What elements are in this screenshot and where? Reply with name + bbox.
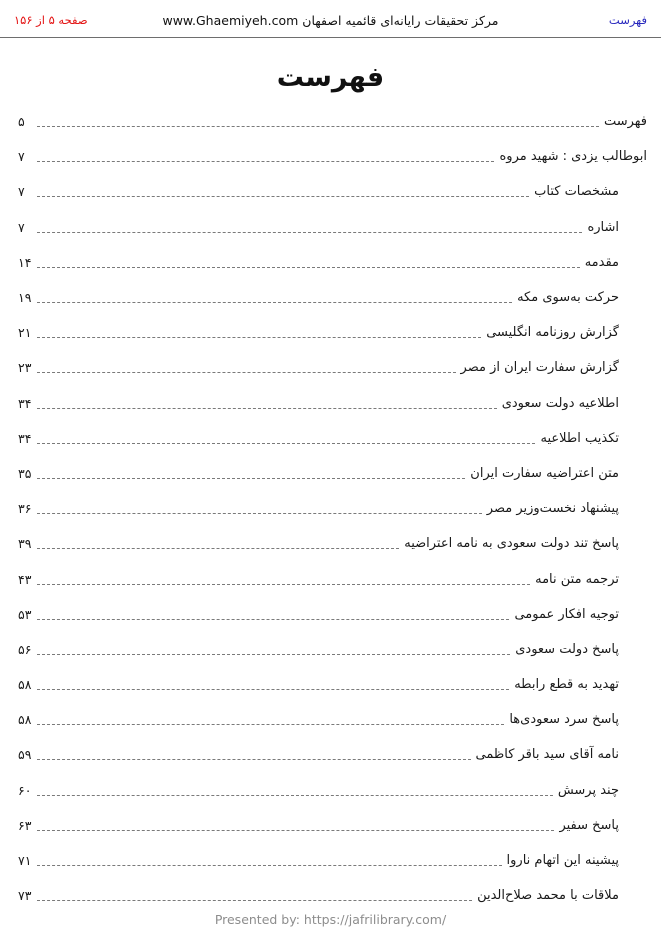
dotted-leader bbox=[37, 513, 482, 514]
dotted-leader bbox=[37, 689, 509, 690]
toc-entry-page-number: ۷ bbox=[18, 149, 25, 165]
toc-entry[interactable] bbox=[18, 597, 647, 632]
toc-entry-label: مشخصات کتاب bbox=[534, 184, 619, 200]
toc-entry-page-number: ۶۳ bbox=[18, 817, 32, 833]
page-header bbox=[0, 0, 661, 38]
toc-entry[interactable] bbox=[18, 808, 647, 843]
toc-entry-page-number: ۲۳ bbox=[18, 360, 32, 376]
toc-entry-label: تهدید به قطع رابطه bbox=[514, 677, 619, 693]
dotted-leader bbox=[37, 302, 512, 303]
toc-entry-page-number: ۷۱ bbox=[18, 853, 32, 869]
toc-entry-page-number: ۳۵ bbox=[18, 465, 32, 481]
toc-entry-label: پاسخ دولت سعودی bbox=[515, 641, 619, 657]
toc-entry[interactable] bbox=[18, 843, 647, 878]
dotted-leader bbox=[37, 900, 472, 901]
toc-entry-page-number: ۴۳ bbox=[18, 571, 32, 587]
toc-entry[interactable] bbox=[18, 491, 647, 526]
toc-entry-page-number: ۲۱ bbox=[18, 325, 32, 341]
toc-entry-page-number: ۱۴ bbox=[18, 254, 32, 270]
toc-entry-page-number: ۵ bbox=[18, 114, 25, 130]
dotted-leader bbox=[37, 865, 502, 866]
toc-entry[interactable] bbox=[18, 773, 647, 808]
toc-entry[interactable] bbox=[18, 632, 647, 667]
toc-entry-page-number: ۳۴ bbox=[18, 395, 32, 411]
footer-credit-link[interactable]: Presented by: https://jafrilibrary.com/ bbox=[214, 912, 447, 927]
toc-entry[interactable] bbox=[18, 210, 647, 245]
toc-entry[interactable] bbox=[18, 139, 647, 174]
header-website-url: www.Ghaemiyeh.com bbox=[162, 13, 299, 28]
page-title: فهرست bbox=[276, 62, 385, 93]
dotted-leader bbox=[37, 759, 471, 760]
toc-entry-page-number: ۳۶ bbox=[18, 501, 32, 517]
toc-entry-page-number: ۵۶ bbox=[18, 641, 32, 657]
toc-entry-page-number: ۷۳ bbox=[18, 888, 32, 904]
page-indicator: صفحه ۵ از ۱۵۶ bbox=[14, 13, 88, 27]
dotted-leader bbox=[37, 619, 509, 620]
section-link[interactable]: فهرست bbox=[608, 13, 647, 27]
toc-entry-page-number: ۶۰ bbox=[18, 782, 32, 798]
dotted-leader bbox=[37, 337, 481, 338]
toc-entry-label: ابوطالب یزدی : شهید مروه bbox=[499, 149, 647, 165]
dotted-leader bbox=[37, 795, 553, 796]
toc-entry-page-number: ۱۹ bbox=[18, 290, 32, 306]
toc-entry[interactable] bbox=[18, 561, 647, 596]
toc-entry-label: توجیه افکار عمومی bbox=[514, 606, 619, 622]
toc-entry[interactable] bbox=[18, 315, 647, 350]
toc-entry-label: فهرست bbox=[603, 114, 647, 130]
toc-entry[interactable] bbox=[18, 245, 647, 280]
header-center bbox=[162, 13, 498, 28]
toc-entry[interactable] bbox=[18, 737, 647, 772]
toc-entry-label: پاسخ سفیر bbox=[559, 817, 619, 833]
toc-entry-page-number: ۳۹ bbox=[18, 536, 32, 552]
toc-entry-page-number: ۵۹ bbox=[18, 747, 32, 763]
table-of-contents bbox=[0, 99, 661, 913]
toc-entry[interactable] bbox=[18, 456, 647, 491]
toc-entry[interactable] bbox=[18, 526, 647, 561]
dotted-leader bbox=[37, 724, 504, 725]
toc-entry[interactable] bbox=[18, 667, 647, 702]
toc-entry[interactable] bbox=[18, 386, 647, 421]
toc-entry-label: پاسخ سرد سعودی‌ها bbox=[509, 712, 619, 728]
toc-entry-label: گزارش روزنامه انگلیسی bbox=[486, 325, 619, 341]
toc-entry[interactable] bbox=[18, 104, 647, 139]
toc-entry-label: نامه آقای سید باقر کاظمی bbox=[475, 747, 619, 763]
toc-entry[interactable] bbox=[18, 350, 647, 385]
dotted-leader bbox=[37, 443, 535, 444]
toc-entry[interactable] bbox=[18, 174, 647, 209]
toc-entry-label: حرکت به‌سوی مکه bbox=[517, 290, 619, 306]
toc-entry-label: گزارش سفارت ایران از مصر bbox=[460, 360, 619, 376]
toc-entry-page-number: ۷ bbox=[18, 184, 25, 200]
dotted-leader bbox=[37, 478, 465, 479]
dotted-leader bbox=[37, 372, 456, 373]
dotted-leader bbox=[37, 126, 599, 127]
toc-entry[interactable] bbox=[18, 280, 647, 315]
dotted-leader bbox=[37, 408, 497, 409]
header-org-title: مرکز تحقیقات رایانه‌ای قائمیه اصفهان bbox=[302, 13, 499, 28]
toc-entry-label: اطلاعیه دولت سعودی bbox=[501, 395, 619, 411]
toc-entry-page-number: ۷ bbox=[18, 219, 25, 235]
toc-entry[interactable] bbox=[18, 878, 647, 913]
toc-entry-page-number: ۵۳ bbox=[18, 606, 32, 622]
toc-entry[interactable] bbox=[18, 702, 647, 737]
dotted-leader bbox=[37, 654, 510, 655]
toc-entry-label: پیشینه این اتهام ناروا bbox=[506, 853, 619, 869]
dotted-leader bbox=[37, 830, 554, 831]
toc-entry-label: ملاقات با محمد صلاح‌الدین bbox=[477, 888, 619, 904]
dotted-leader bbox=[37, 196, 529, 197]
toc-entry-page-number: ۵۸ bbox=[18, 677, 32, 693]
toc-entry-page-number: ۳۴ bbox=[18, 430, 32, 446]
dotted-leader bbox=[37, 548, 399, 549]
toc-entry-label: ترجمه متن نامه bbox=[535, 571, 619, 587]
toc-entry-label: متن اعتراضیه سفارت ایران bbox=[470, 465, 619, 481]
dotted-leader bbox=[37, 161, 494, 162]
toc-entry-page-number: ۵۸ bbox=[18, 712, 32, 728]
toc-entry-label: مقدمه bbox=[584, 254, 619, 270]
dotted-leader bbox=[37, 232, 582, 233]
toc-entry-label: تکذیب اطلاعیه bbox=[540, 430, 619, 446]
toc-entry-label: پاسخ تند دولت سعودی به نامه اعتراضیه bbox=[404, 536, 619, 552]
toc-entry[interactable] bbox=[18, 421, 647, 456]
dotted-leader bbox=[37, 267, 580, 268]
toc-entry-label: چند پرسش bbox=[557, 782, 619, 798]
dotted-leader bbox=[37, 584, 530, 585]
toc-entry-label: اشاره bbox=[587, 219, 619, 235]
toc-entry-label: پیشنهاد نخست‌وزیر مصر bbox=[486, 501, 619, 517]
